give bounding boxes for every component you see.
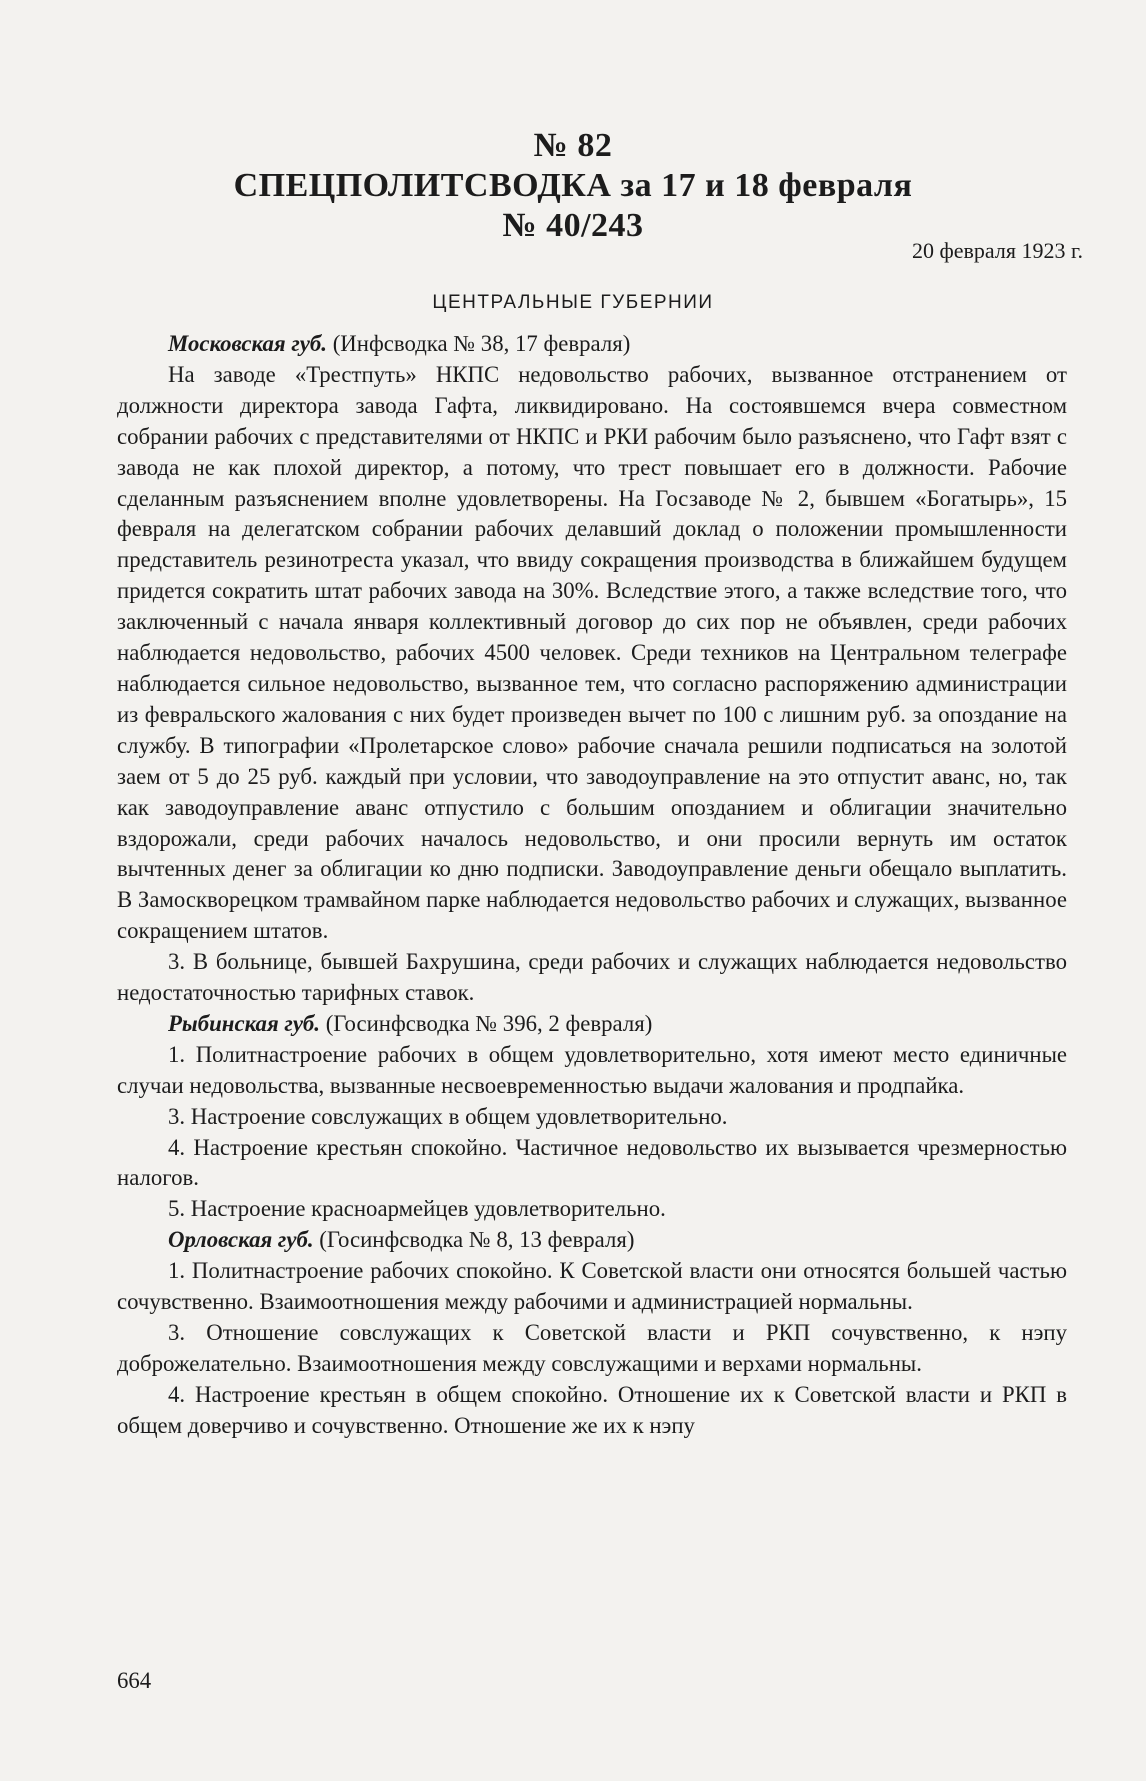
region-heading-orel — [117, 1225, 1067, 1256]
document-header — [0, 126, 1146, 246]
page-number: 664 — [117, 1668, 152, 1693]
paragraph: 3. В больнице, бывшей Бахрушина, среди рабочих и служащих наблюдается недовольство недостаточностью тарифных ставок. — [117, 949, 1067, 1006]
region-name: Московская губ. — [168, 331, 327, 356]
region-source: (Госинфсводка № 396, 2 февраля) — [320, 1010, 653, 1036]
document-date: 20 февраля 1923 г. — [912, 238, 1084, 263]
region-heading-rybinsk — [117, 1009, 1067, 1040]
paragraph: 4. Настроение крестьян спокойно. Частичное недовольство их вызывается чрезмерностью налогов. — [117, 1134, 1067, 1191]
section-heading: ЦЕНТРАЛЬНЫЕ ГУБЕРНИИ — [432, 292, 714, 313]
paragraph: 1. Политнастроение рабочих спокойно. К Советской власти они относятся большей частью сочувственно. Взаимоотношения между рабочими и администрацией нормальны. — [117, 1258, 1067, 1315]
document-title: СПЕЦПОЛИТСВОДКА за 17 и 18 февраля — [233, 167, 913, 204]
document-subnumber: № 40/243 — [502, 207, 644, 244]
paragraph: На заводе «Трестпуть» НКПС недовольство рабочих, вызванное отстранением от должности директора завода Гафта, ликвидировано. На состоявшемся вчера совместном собрании рабочих с представителями от НКПС и РКИ рабочим было разъяснено, что Гафт взят с завода не как плохой директор, а потому, что трест повышает его в должности. Рабочие сделанным разъяснением вполне удовлетворены. На Госзаводе № 2, бывшем «Богатырь», 15 февраля на делегатском собрании рабочих делавший доклад о положении промышленности представитель резинотреста указал, что ввиду сокращения производства в ближайшем будущем придется сократить штат рабочих завода на 30%. Вследствие этого, а также вследствие того, что заключенный с начала января коллективный договор до сих пор не объявлен, среди рабочих наблюдается недовольство, рабочих 4500 человек. Среди техников на Центральном телеграфе наблюдается сильное недовольство, вызванное тем, что согласно распоряжению администрации из февральского жалования с них будет произведен вычет по 100 с лишним руб. за опоздание на службу. В типографии «Пролетарское слово» рабочие сначала решили подписаться на золотой заем от 5 до 25 руб. каждый при условии, что заводоуправление на это отпустит аванс, но, так как заводоуправление аванс отпустило с большим опозданием и облигации значительно вздорожали, среди рабочих началось недовольство, и они просили вернуть им остаток вычтенных денег за облигации ко дню подписки. Заводоуправление деньги обещало выплатить. В Замоскворецком трамвайном парке наблюдается недовольство рабочих и служащих, вызванное сокращением штатов. — [117, 361, 1067, 944]
paragraph: 4. Настроение крестьян в общем спокойно. Отношение их к Советской власти и РКП в общем доверчиво и сочувственно. Отношение же их к нэпу — [117, 1381, 1067, 1438]
paragraph: 3. Отношение совслужащих к Советской власти и РКП сочувственно, к нэпу доброжелательно. Взаимоотношения между совслужащими и верхами нормальны. — [117, 1320, 1067, 1376]
region-heading-moscow — [117, 329, 1067, 360]
document-body — [117, 329, 1067, 1442]
region-name: Рыбинская губ. — [168, 1010, 321, 1036]
region-source: (Госинфсводка № 8, 13 февраля) — [313, 1227, 635, 1253]
paragraph: 3. Настроение совслужащих в общем удовлетворительно. — [168, 1103, 728, 1129]
region-name: Орловская губ. — [168, 1227, 314, 1253]
region-source: (Инфсводка № 38, 17 февраля) — [327, 331, 631, 356]
paragraph: 1. Политнастроение рабочих в общем удовлетворительно, хотя имеют место единичные случаи недовольства, вызванные несвоевременностью выдачи жалования и продпайка. — [117, 1041, 1067, 1098]
paragraph: 5. Настроение красноармейцев удовлетворительно. — [168, 1196, 666, 1222]
document-number: № 82 — [533, 127, 613, 164]
